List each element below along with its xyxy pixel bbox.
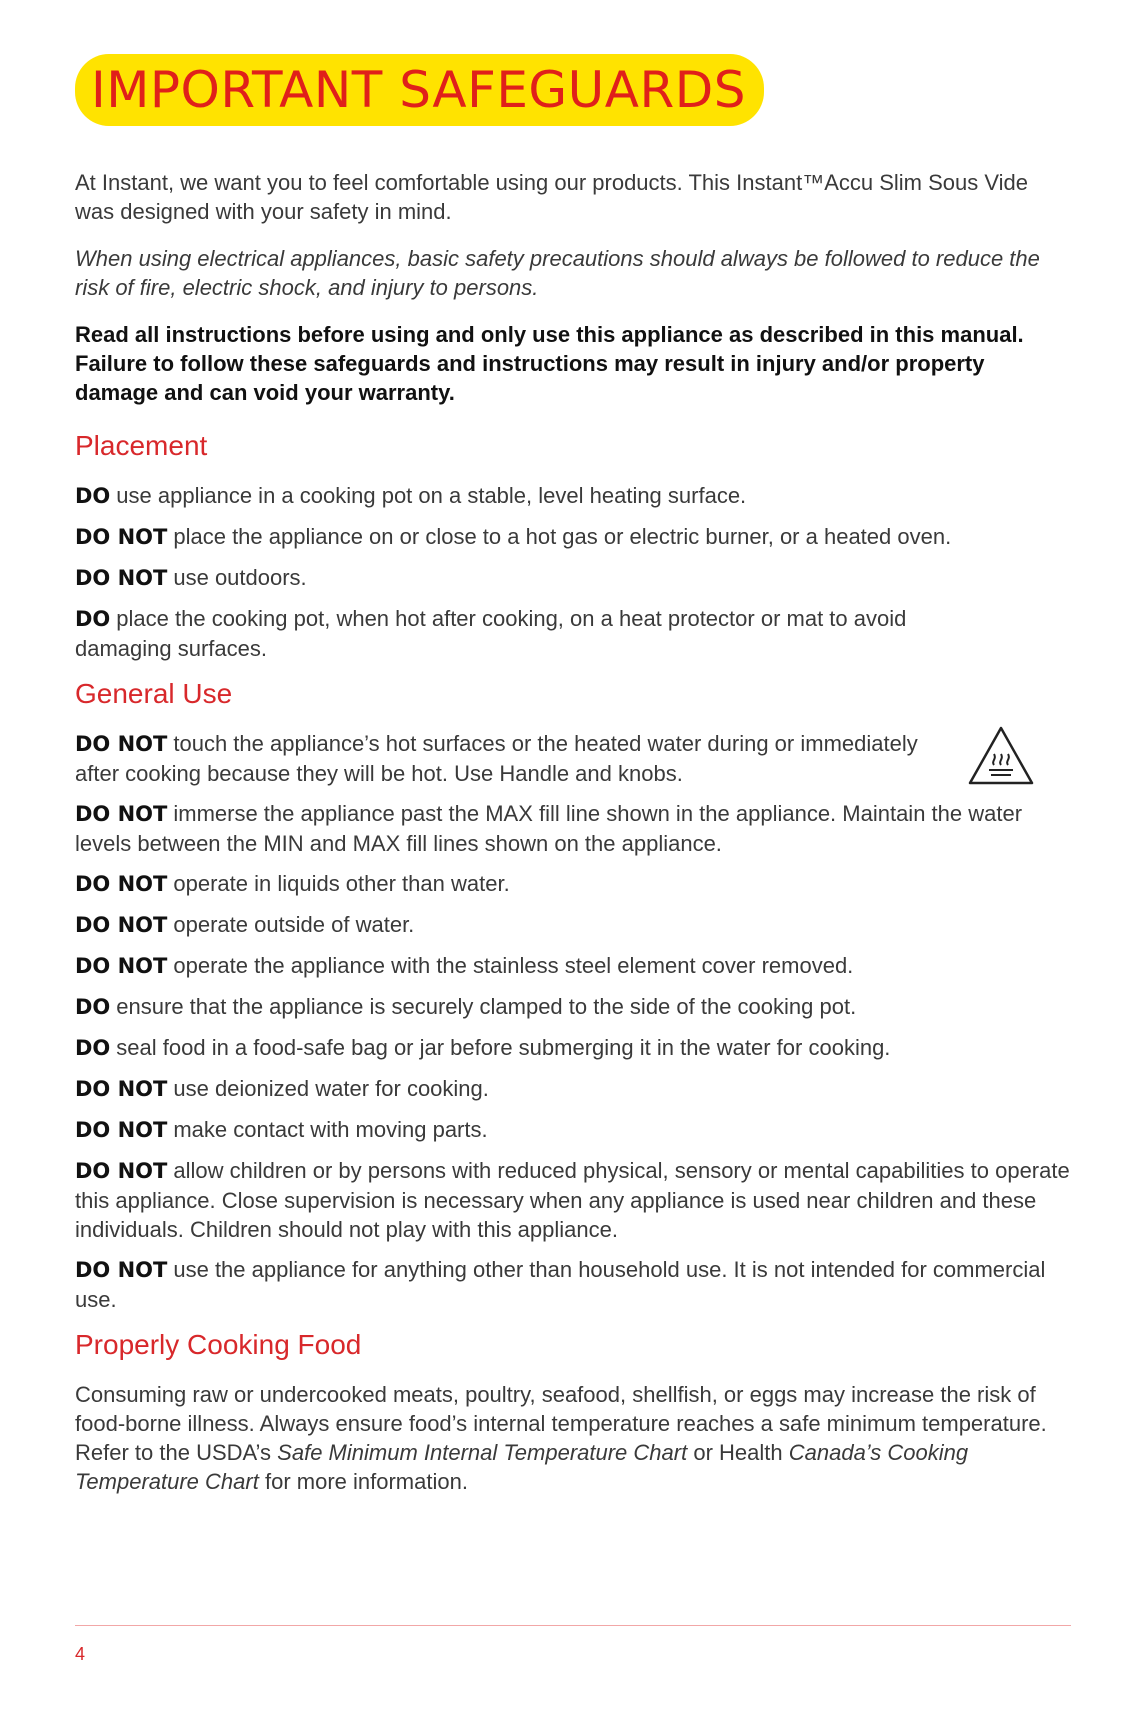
caution-paragraph: When using electrical appliances, basic safety precautions should always be followed to reduce the risk of fire, electric shock, and injury to persons.: [75, 246, 1040, 300]
item-text: touch the appliance’s hot surfaces or the heated water during or immediately after cooking because they will be hot. Use Handle and knobs.: [75, 731, 918, 786]
item-text: use deionized water for cooking.: [173, 1076, 489, 1101]
item-keyword: DO NOT: [75, 954, 168, 978]
list-item: [75, 1156, 1071, 1244]
item-text: allow children or by persons with reduced physical, sensory or mental capabilities to operate this appliance. Close supervision is necessary when any appliance is used near children and these individuals. Children should not play with this appliance.: [75, 1158, 1070, 1242]
item-text: use appliance in a cooking pot on a stable, level heating surface.: [116, 483, 747, 508]
title-highlight: [75, 54, 764, 126]
page-number: 4: [75, 1644, 86, 1664]
item-keyword: DO NOT: [75, 525, 168, 549]
usda-chart-reference: Safe Minimum Internal Temperature Chart: [277, 1440, 688, 1465]
hot-surface-warning-icon: [967, 725, 1035, 787]
item-text: make contact with moving parts.: [173, 1117, 488, 1142]
item-keyword: DO NOT: [75, 1258, 168, 1282]
item-text: operate in liquids other than water.: [173, 871, 510, 896]
placement-heading: Placement: [75, 430, 208, 461]
list-item: [75, 799, 1071, 858]
cooking-text-2: or Health: [693, 1440, 783, 1465]
page-title: IMPORTANT SAFEGUARDS: [91, 61, 746, 119]
general-use-heading: General Use: [75, 678, 233, 709]
list-item: [75, 604, 935, 663]
health-canada-chart-reference: Canada’s Cooking Temperature Chart: [75, 1440, 969, 1494]
item-keyword: DO NOT: [75, 1118, 168, 1142]
item-keyword: DO: [75, 1036, 111, 1060]
warning-paragraph: Read all instructions before using and only use this appliance as described in this manual. Failure to follow these safeguards and instructions may result in injury and/or property damage and can void your warranty.: [75, 322, 1024, 405]
footer-divider: [75, 1625, 1071, 1626]
item-keyword: DO: [75, 484, 111, 508]
list-item: [75, 563, 1071, 593]
list-item: [75, 729, 967, 788]
item-keyword: DO NOT: [75, 872, 168, 896]
placement-list: [75, 481, 1071, 663]
item-keyword: DO NOT: [75, 566, 168, 590]
item-text: place the cooking pot, when hot after cooking, on a heat protector or mat to avoid damaging surfaces.: [75, 606, 907, 661]
list-item: [75, 951, 1071, 981]
item-keyword: DO NOT: [75, 802, 168, 826]
item-text: place the appliance on or close to a hot gas or electric burner, or a heated oven.: [173, 524, 952, 549]
list-item: [75, 992, 1071, 1022]
list-item-with-icon: [75, 729, 1071, 799]
cooking-text-3: for more information.: [264, 1469, 468, 1494]
item-keyword: DO NOT: [75, 1159, 168, 1183]
cooking-heading: Properly Cooking Food: [75, 1329, 362, 1360]
list-item: [75, 910, 1071, 940]
cooking-paragraph: [75, 1380, 1071, 1496]
item-keyword: DO: [75, 607, 111, 631]
page-content: [75, 54, 1071, 1507]
item-keyword: DO NOT: [75, 732, 168, 756]
item-text: use outdoors.: [173, 565, 307, 590]
list-item: [75, 1074, 1071, 1104]
list-item: [75, 1115, 1071, 1145]
item-text: ensure that the appliance is securely clamped to the side of the cooking pot.: [116, 994, 857, 1019]
list-item: [75, 869, 1071, 899]
item-text: immerse the appliance past the MAX fill line shown in the appliance. Maintain the water levels between the MIN and MAX fill lines shown on the appliance.: [75, 801, 1023, 856]
list-item: [75, 1033, 1071, 1063]
item-text: use the appliance for anything other than household use. It is not intended for commercial use.: [75, 1257, 1046, 1312]
item-keyword: DO NOT: [75, 1077, 168, 1101]
general-use-list: [75, 729, 1071, 1314]
list-item: [75, 481, 1071, 511]
item-text: seal food in a food-safe bag or jar before submerging it in the water for cooking.: [116, 1035, 891, 1060]
item-keyword: DO: [75, 995, 111, 1019]
list-item: [75, 522, 1071, 552]
cooking-text-1: Consuming raw or undercooked meats, poultry, seafood, shellfish, or eggs may increase the risk of food-borne illness. Always ensure food’s internal temperature reaches a safe minimum temperature. Refer to the USDA’s: [75, 1382, 1047, 1465]
item-text: operate outside of water.: [173, 912, 415, 937]
item-keyword: DO NOT: [75, 913, 168, 937]
item-text: operate the appliance with the stainless steel element cover removed.: [173, 953, 854, 978]
list-item: [75, 1255, 1071, 1314]
intro-paragraph: At Instant, we want you to feel comfortable using our products. This Instant™Accu Slim Sous Vide was designed with your safety in mind.: [75, 170, 1029, 224]
